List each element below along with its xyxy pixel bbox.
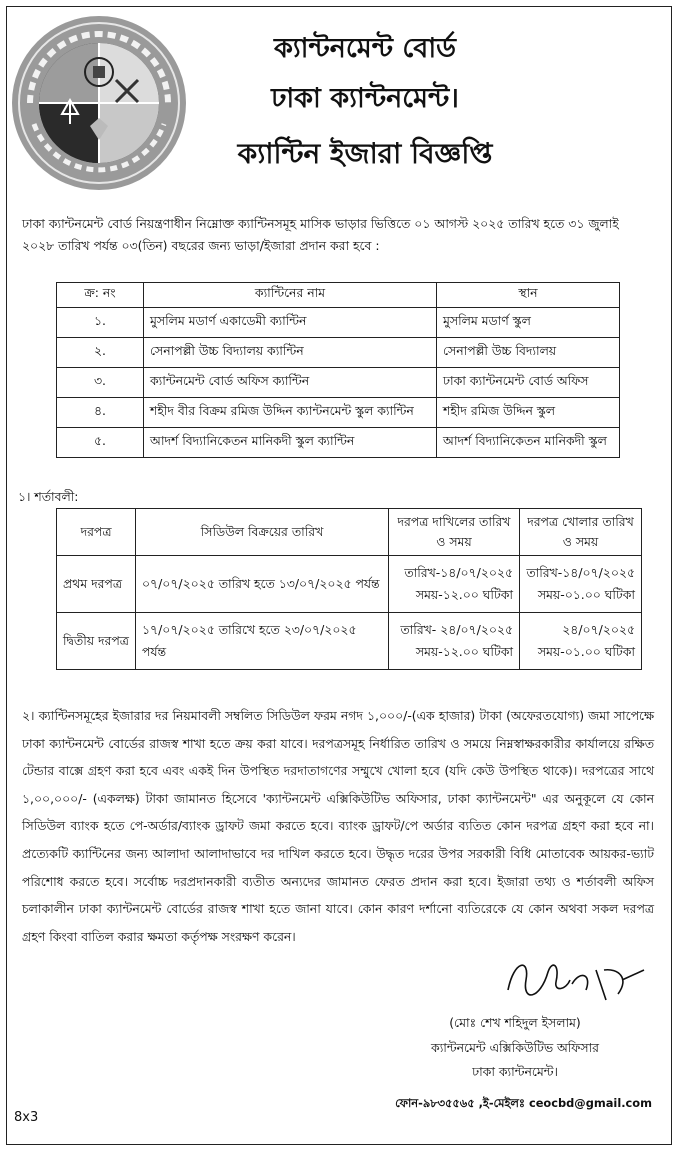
tender-name-cell: প্রথম দরপত্র: [57, 556, 136, 613]
officer-office: ঢাকা ক্যান্টনমেন্ট।: [472, 1064, 558, 1079]
cantonment-board-seal-icon: [10, 14, 188, 192]
canteen-table: [56, 282, 620, 458]
table-row: [57, 398, 620, 428]
officer-designation: ক্যান্টনমেন্ট এক্সিকিউটিভ অফিসার: [431, 1040, 599, 1055]
open-time: সময়-০১.০০ ঘটিকা: [537, 587, 635, 602]
column-header: দরপত্র দাখিলের তারিখ ও সময়: [389, 509, 520, 556]
submit-date: তারিখ- ২৪/০৭/২০২৫: [400, 622, 513, 637]
submit-time: সময়-১২.০০ ঘটিকা: [415, 587, 513, 602]
org-location: ঢাকা ক্যান্টনমেন্ট।: [271, 83, 459, 114]
sale-period-cell: ০৭/০৭/২০২৫ তারিখ হতে ১৩/০৭/২০২৫ পর্যন্ত: [136, 556, 389, 613]
open-cell: [520, 556, 642, 613]
notice-title: ক্যান্টিন ইজারা বিজ্ঞপ্তি: [237, 137, 493, 170]
column-header: স্থান: [437, 283, 620, 308]
serial-cell: ৫.: [57, 428, 144, 458]
ad-size-code: 8x3: [14, 1110, 39, 1125]
column-header: ক্যান্টিনের নাম: [144, 283, 437, 308]
table-header-row: [57, 283, 620, 308]
table-row: [57, 308, 620, 338]
sale-period-cell: ১৭/০৭/২০২৫ তারিখে হতে ২৩/০৭/২০২৫ পর্যন্ত: [136, 613, 389, 670]
conditions-heading: ১। শর্তাবলী:: [18, 489, 79, 504]
open-cell: [520, 613, 642, 670]
place-cell: শহীদ রমিজ উদ্দিন স্কুল: [437, 398, 620, 428]
serial-cell: ১.: [57, 308, 144, 338]
column-header: দরপত্র খোলার তারিখ ও সময়: [520, 509, 642, 556]
serial-cell: ২.: [57, 338, 144, 368]
open-date: ২৪/০৭/২০২৫: [562, 622, 635, 637]
column-header: ক্র: নং: [57, 283, 144, 308]
submit-cell: [389, 613, 520, 670]
tender-schedule-table: [56, 508, 642, 670]
column-header: দরপত্র: [57, 509, 136, 556]
open-date: তারিখ-১৪/০৭/২০২৫: [526, 565, 635, 580]
canteen-name-cell: ক্যান্টনমেন্ট বোর্ড অফিস ক্যান্টিন: [144, 368, 437, 398]
place-cell: সেনাপল্লী উচ্চ বিদ্যালয়: [437, 338, 620, 368]
officer-signature-icon: [500, 950, 650, 1010]
contact-info: ফোন-৯৮৩৫৫৬৫ ,ই-মেইলঃ ceocbd@gmail.com: [395, 1096, 652, 1110]
place-cell: মুসলিম মডার্ণ স্কুল: [437, 308, 620, 338]
serial-cell: ৩.: [57, 368, 144, 398]
officer-name: (মোঃ শেখ শহিদুল ইসলাম): [449, 1015, 581, 1030]
column-header: সিডিউল বিক্রয়ের তারিখ: [136, 509, 389, 556]
table-row: [57, 613, 642, 670]
tender-name-cell: দ্বিতীয় দরপত্র: [57, 613, 136, 670]
canteen-name-cell: সেনাপল্লী উচ্চ বিদ্যালয় ক্যান্টিন: [144, 338, 437, 368]
place-cell: আদর্শ বিদ্যানিকেতন মানিকদী স্কুল: [437, 428, 620, 458]
canteen-name-cell: শহীদ বীর বিক্রম রমিজ উদ্দিন ক্যান্টনমেন্ট স্কুল ক্যান্টিন: [144, 398, 437, 428]
table-row: [57, 556, 642, 613]
serial-cell: ৪.: [57, 398, 144, 428]
open-time: সময়-০১.০০ ঘটিকা: [537, 644, 635, 659]
terms-paragraph: ২। ক্যান্টিনসমূহের ইজারার দর নিয়মাবলী সম্বলিত সিডিউল ফরম নগদ ১,০০০/-(এক হাজার) টাকা (অফেরতযোগ্য) জমা সাপেক্ষে ঢাকা ক্যান্টনমেন্ট বোর্ডের রাজস্ব শাখা হতে ক্রয় করা যাবে। দরপত্রসমূহ নির্ধারিত তারিখ ও সময়ে নিম্নস্বাক্ষরকারীর কার্যালয়ে রক্ষিত টেন্ডার বাক্সে গ্রহণ করা হবে এবং একই দিন উপস্থিত দরদাতাগণের সম্মুখে খোলা হবে (যদি কেউ উপস্থিত থাকে)। দরপত্রের সাথে ১,০০,০০০/- (একলক্ষ) টাকা জামানত হিসেবে 'ক্যান্টনমেন্ট এক্সিকিউটিভ অফিসার, ঢাকা ক্যান্টনমেন্ট" এর অনুকূলে যে কোন সিডিউল ব্যাংক হতে পে-অর্ডার/ব্যাংক ড্রাফট জমা করতে হবে। ব্যাংক ড্রাফট/পে অর্ডার ব্যতিত কোন দরপত্র গ্রহণ করা হবে না। প্রত্যেকটি ক্যান্টিনের জন্য আলাদা আলাদাভাবে দর দাখিল করতে হবে। উদ্ধৃত দরের উপর সরকারী বিধি মোতাবেক আয়কর-ভ্যাট পরিশোধ করতে হবে। সর্বোচ্চ দরপ্রদানকারী ব্যতীত অন্যদের জামানত ফেরত প্রদান করা হবে। ইজারা তথ্য ও শর্তাবলী অফিস চলাকালীন ঢাকা ক্যান্টনমেন্ট বোর্ডের রাজস্ব শাখা হতে জানা যাবে। কোন কারণ দর্শানো ব্যতিরেকে যে কোন অথবা সকল দরপত্র গ্রহণ কিংবা বাতিল করার ক্ষমতা কর্তৃপক্ষ সংরক্ষণ করেন।: [22, 708, 654, 944]
table-row: [57, 338, 620, 368]
submit-date: তারিখ-১৪/০৭/২০২৫: [404, 565, 513, 580]
place-cell: ঢাকা ক্যান্টনমেন্ট বোর্ড অফিস: [437, 368, 620, 398]
table-row: [57, 368, 620, 398]
canteen-name-cell: মুসলিম মডার্ণ একাডেমী ক্যান্টিন: [144, 308, 437, 338]
intro-paragraph: ঢাকা ক্যান্টনমেন্ট বোর্ড নিয়ন্ত্রণাধীন নিম্নোক্ত ক্যান্টিনসমূহ মাসিক ভাড়ার ভিত্তিতে ০১ আগস্ট ২০২৫ তারিখ হতে ৩১ জুলাই ২০২৮ তারিখ পর্যন্ত ০৩(তিন) বছরের জন্য ভাড়া/ইজারা প্রদান করা হবে :: [22, 216, 619, 253]
table-row: [57, 428, 620, 458]
submit-time: সময়-১২.০০ ঘটিকা: [415, 644, 513, 659]
canteen-name-cell: আদর্শ বিদ্যানিকেতন মানিকদী স্কুল ক্যান্টিন: [144, 428, 437, 458]
table-header-row: [57, 509, 642, 556]
org-name: ক্যান্টনমেন্ট বোর্ড: [273, 33, 457, 64]
submit-cell: [389, 556, 520, 613]
